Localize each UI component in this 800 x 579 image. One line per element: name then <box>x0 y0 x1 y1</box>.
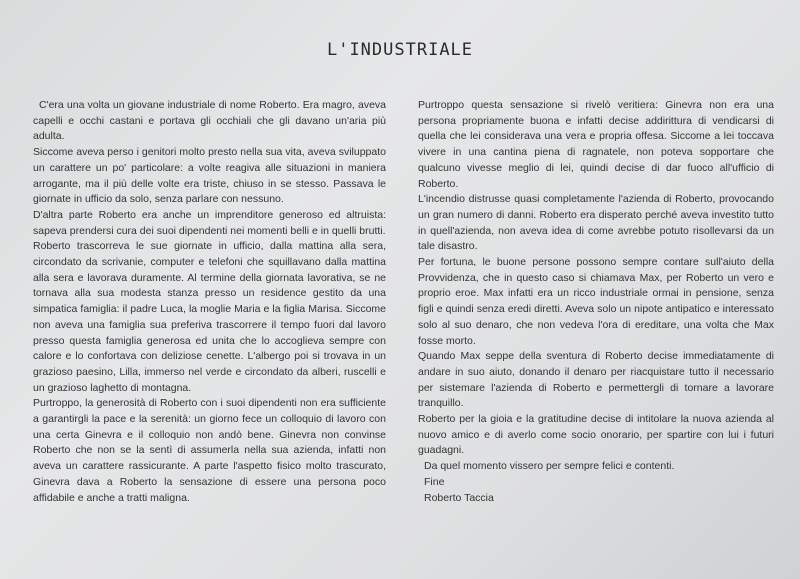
paragraph: Purtroppo, la generosità di Roberto con i suoi dipendenti non era sufficiente a garantirgli la pace e la serenità: un giorno fece un colloquio di lavoro con una certa Ginevra e il colloquio non andò bene. Ginevra non convinse Roberto che non se la sentì di assumerla nella sua azienda, infatti non aveva un carattere rassicurante. A parte l'aspetto fisico molto trascurato, Ginevra dava a Roberto la sensazione di essere una persona poco affidabile e anche a tratti maligna. <box>33 397 386 504</box>
paragraph: L'incendio distrusse quasi completamente l'azienda di Roberto, provocando un gran numero di danni. Roberto era disperato perché aveva investito tutto in quell'azienda, non aveva idea di come avrebbe potuto risollevarsi da un tale disastro. <box>418 193 774 253</box>
paragraph: D'altra parte Roberto era anche un imprenditore generoso ed altruista: sapeva prendersi cura dei suoi dipendenti nei momenti belli e in quelli brutti. <box>33 208 386 237</box>
paragraph: Quando Max seppe della sventura di Roberto decise immediatamente di andare in suo aiuto, donando il denaro per riacquistare tutto il necessario per sistemare l'azienda di Roberto e permettergli di tornare a lavorare tranquillo. <box>418 350 774 410</box>
right-column <box>418 98 774 506</box>
paragraph: C'era una volta un giovane industriale di nome Roberto. Era magro, aveva capelli e occhi castani e portava gli occhiali che gli davano un'aria più adulta. <box>33 99 386 143</box>
closing-text: Fine <box>424 475 445 488</box>
paragraph: Roberto trascorreva le sue giornate in ufficio, dalla mattina alla sera, circondato da scrivanie, computer e telefoni che squillavano dalla mattina alla sera e lavorava duramente. Al termine della giornata lavorativa, se ne tornava alla sua modesta stanza presso un residence gestito da una simpatica famiglia: il padre Luca, la moglie Maria e la figlia Marisa. Siccome non aveva una famiglia sua preferiva trascorrere il tempo fuori dal lavoro presso questa famiglia generosa ed unita che lo accoglieva sempre con calore e lo confortava con deliziose cenette. L'albergo poi si trovava in un grazioso paesino, Lilla, immerso nel verde e circondato da alberi, ruscelli e un grazioso laghetto di montagna. <box>33 240 386 394</box>
paragraph: Roberto per la gioia e la gratitudine decise di intitolare la nuova azienda al nuovo amico e di averlo come socio onorario, per spartire con lui i futuri guadagni. <box>418 413 774 457</box>
document-title: L'INDUSTRIALE <box>326 40 474 60</box>
author-signature: Roberto Taccia <box>424 491 494 504</box>
left-column <box>33 98 386 506</box>
paragraph: Purtroppo questa sensazione si rivelò veritiera: Ginevra non era una persona propriamente buona e infatti decise addirittura di vendicarsi di quella che lei considerava una vera e propria offesa. Siccome a lei toccava vivere in una cantina piena di ragnatele, non poteva sopportare che qualcuno vivesse meglio di lei, quindi decise di dar fuoco all'ufficio di Roberto. <box>418 99 774 190</box>
paragraph: Da quel momento vissero per sempre felici e contenti. <box>424 460 675 473</box>
paragraph: Siccome aveva perso i genitori molto presto nella sua vita, aveva sviluppato un carattere un po' particolare: a volte reagiva alle situazioni in maniera arrogante, ma il più delle volte era triste, chiuso in se stesso. Passava le giornate in ufficio da solo, senza parlare con nessuno. <box>33 146 386 206</box>
paragraph: Per fortuna, le buone persone possono sempre contare sull'aiuto della Provvidenza, che in questo caso si chiamava Max, per Roberto un vero e proprio eroe. Max infatti era un ricco industriale ormai in pensione, senza figli e quindi senza eredi diretti. Aveva solo un nipote antipatico e interessato solo al suo denaro, che non vedeva l'ora di ereditare, una volta che Max fosse morto. <box>418 256 774 347</box>
